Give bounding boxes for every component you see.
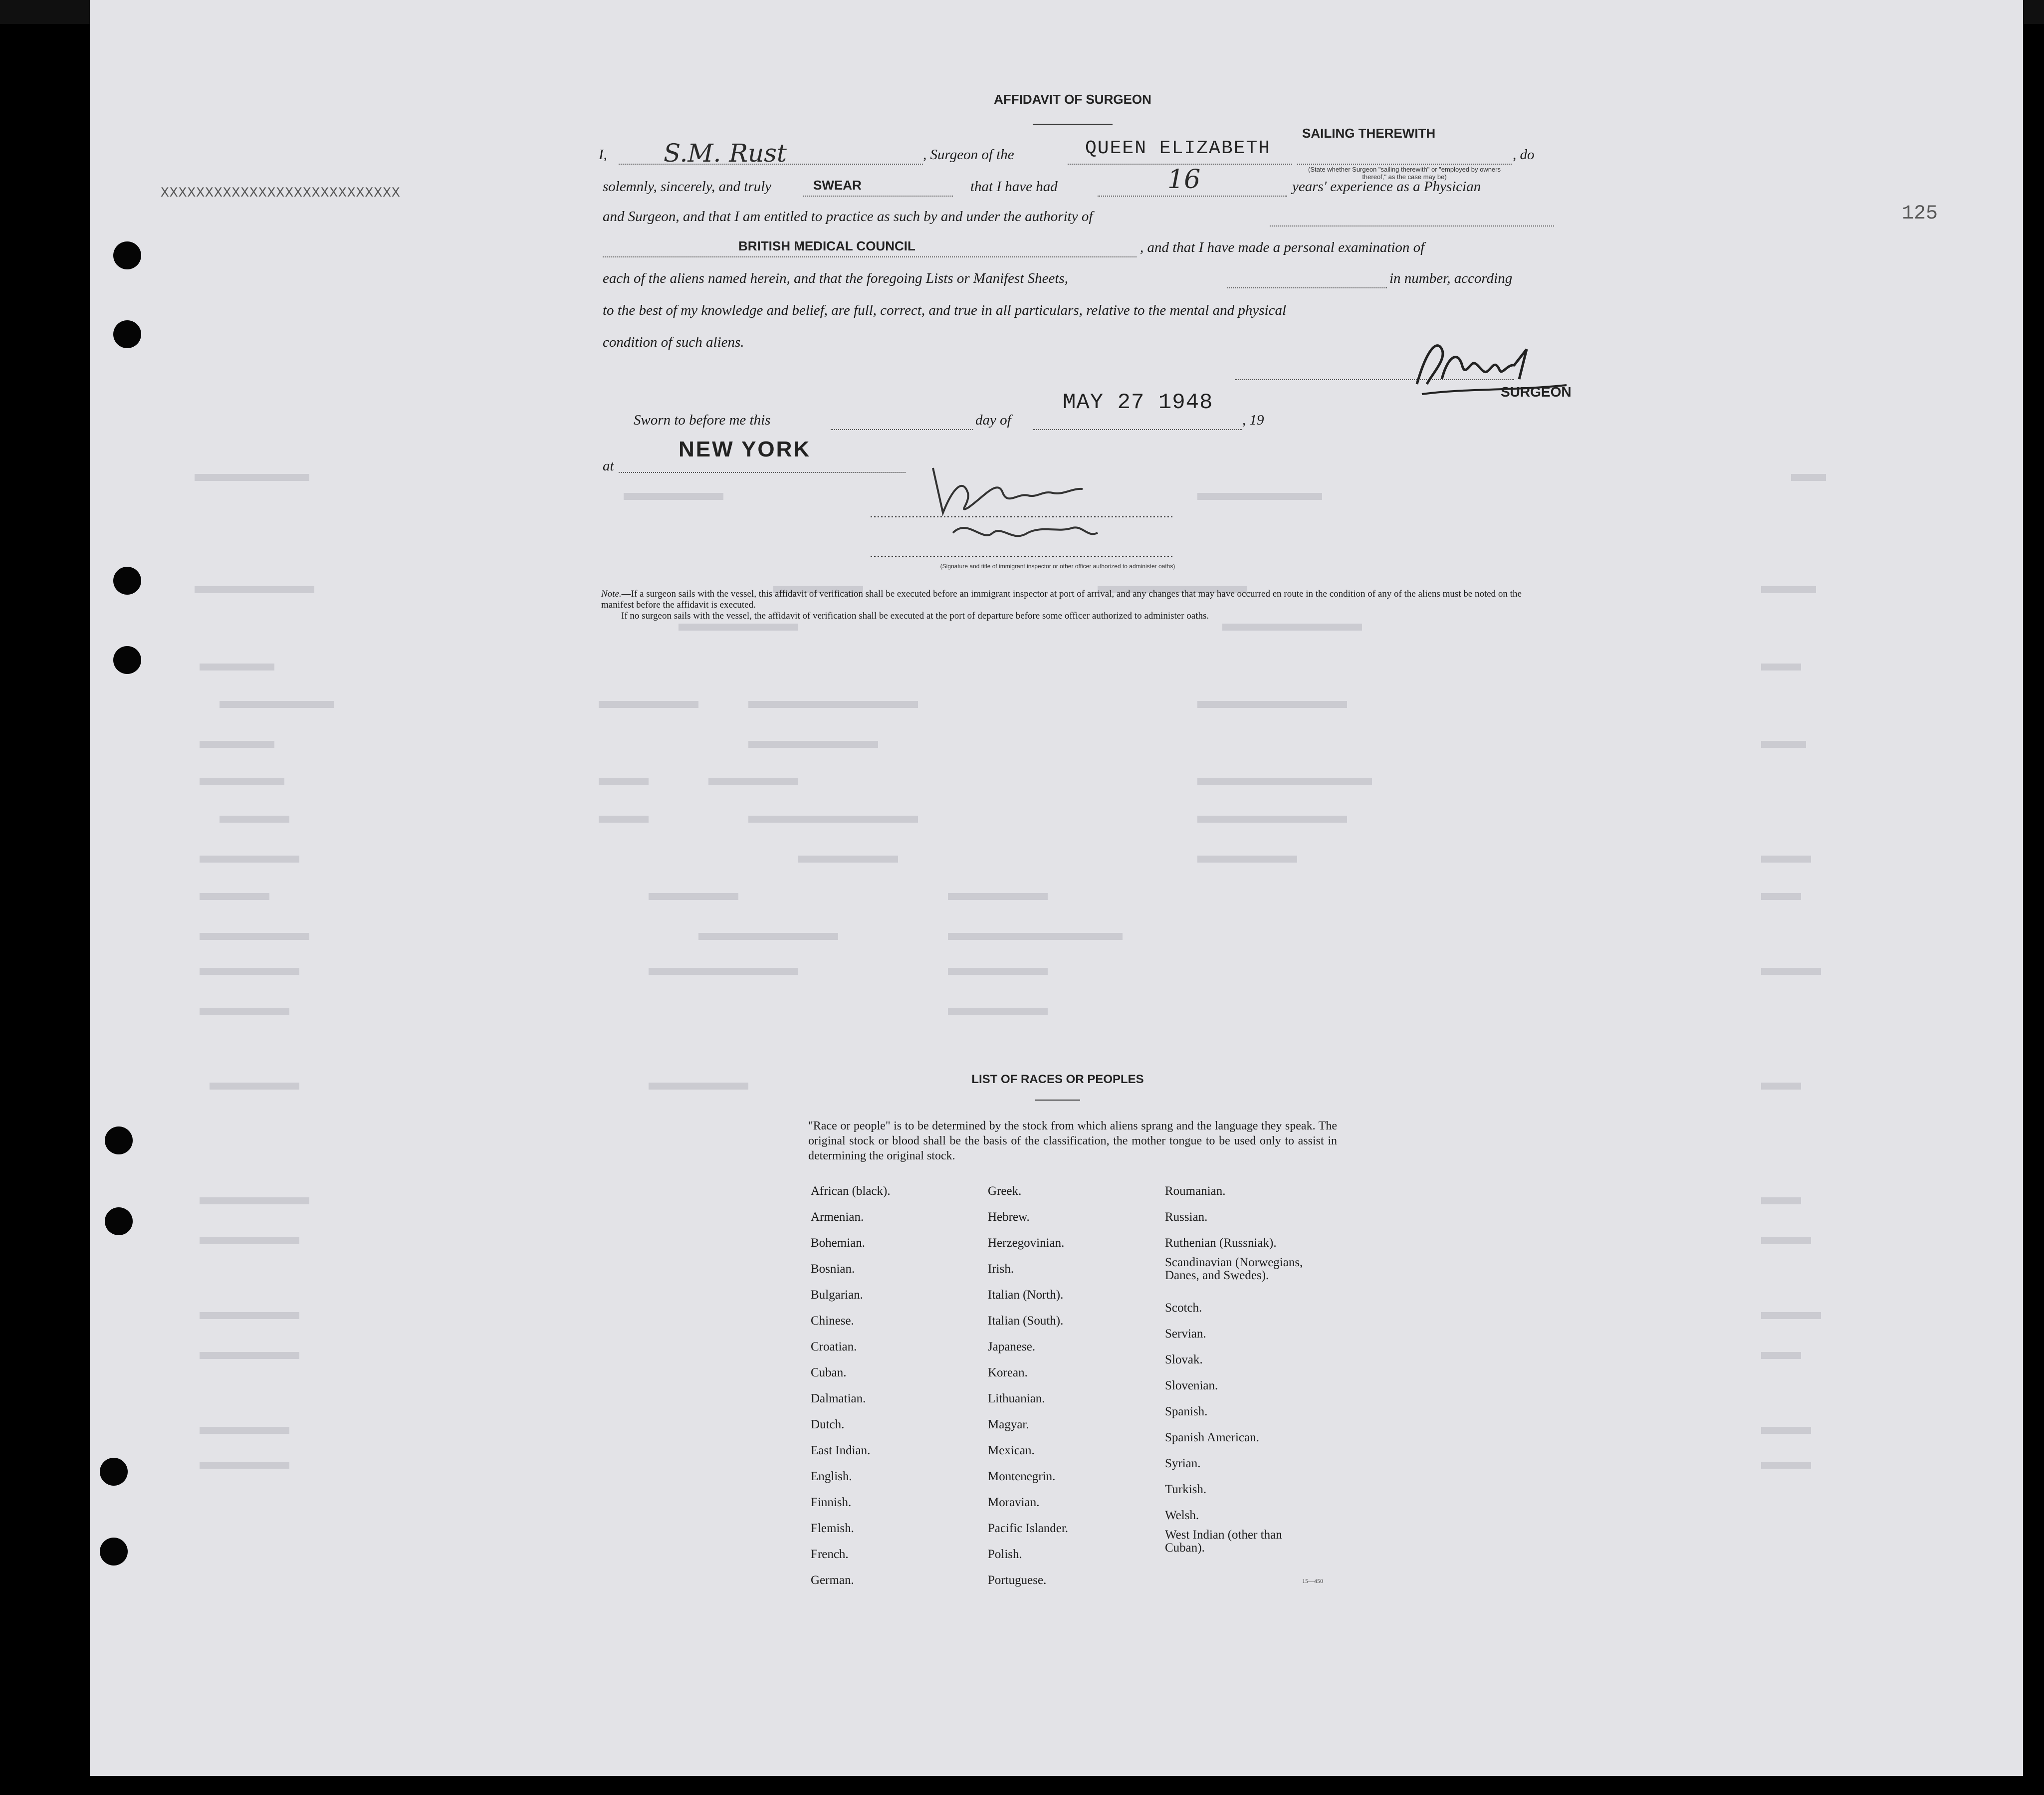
race-item: Irish. [988, 1262, 1014, 1276]
sworn-date-dots [1033, 429, 1242, 430]
race-item: Mexican. [988, 1444, 1035, 1457]
races-title: LIST OF RACES OR PEOPLES [971, 1073, 1144, 1086]
race-item: English. [811, 1470, 852, 1483]
race-item: African (black). [811, 1184, 891, 1198]
race-item: Cuban. [811, 1366, 847, 1379]
race-item: Servian. [1165, 1327, 1206, 1341]
line2-prefix: solemnly, sincerely, and truly [603, 179, 772, 195]
punch-hole [113, 567, 141, 595]
sworn-day-label: day of [975, 412, 1011, 428]
race-item: Pacific Islander. [988, 1522, 1069, 1535]
punch-hole [100, 1458, 128, 1486]
sworn-year-prefix: , 19 [1242, 412, 1264, 428]
race-item: Scotch. [1165, 1301, 1202, 1315]
race-item: Chinese. [811, 1314, 854, 1328]
authority: BRITISH MEDICAL COUNCIL [738, 238, 915, 253]
punch-hole [100, 1538, 128, 1566]
sailing-note: (State whether Surgeon "sailing therewith" or "employed by owners thereof," as the case may be) [1308, 166, 1501, 181]
race-item: Bohemian. [811, 1236, 866, 1250]
race-item: Lithuanian. [988, 1392, 1045, 1405]
race-item: Roumanian. [1165, 1184, 1226, 1198]
x-row: XXXXXXXXXXXXXXXXXXXXXXXXXXX [161, 186, 401, 201]
punch-hole [105, 1207, 133, 1235]
affidavit-note [601, 589, 1552, 622]
race-item: Flemish. [811, 1522, 854, 1535]
line3: and Surgeon, and that I am entitled to practice as such by and under the authority of [603, 209, 1093, 224]
race-item: Ruthenian (Russniak). [1165, 1236, 1277, 1250]
race-item: German. [811, 1573, 854, 1587]
punch-hole [113, 320, 141, 348]
line3-dots [1270, 225, 1554, 226]
line5-start: each of the aliens named herein, and that the foregoing Lists or Manifest Sheets, [603, 270, 1068, 286]
sworn-prefix: Sworn to before me this [634, 412, 771, 428]
races-column-3 [1165, 1178, 1303, 1555]
surgeon-label: SURGEON [1501, 384, 1572, 400]
page-number: 125 [1902, 203, 1938, 225]
line1-prefix: I, [599, 147, 607, 163]
race-item: Croatian. [811, 1340, 857, 1353]
race-item: Japanese. [988, 1340, 1036, 1353]
race-item: Armenian. [811, 1210, 864, 1224]
race-item: Korean. [988, 1366, 1028, 1379]
race-item: West Indian (other than Cuban). [1165, 1528, 1282, 1555]
race-item: Spanish. [1165, 1405, 1208, 1418]
line2-end: years' experience as a Physician [1292, 179, 1481, 195]
line6: to the best of my knowledge and belief, are full, correct, and true in all particulars, relative to the mental and physical [603, 302, 1287, 318]
race-item: Herzegovinian. [988, 1236, 1065, 1250]
race-item: Finnish. [811, 1496, 852, 1509]
race-item: Scandinavian (Norwegians, Danes, and Swedes). [1165, 1256, 1303, 1282]
sailing-dots [1297, 164, 1512, 165]
line4-end: , and that I have made a personal examination of [1140, 239, 1425, 255]
race-item: Italian (North). [988, 1288, 1064, 1302]
race-item: Greek. [988, 1184, 1022, 1198]
affidavit-title: AFFIDAVIT OF SURGEON [994, 92, 1151, 107]
sworn-day-dots [831, 429, 973, 430]
years-dots [1098, 196, 1287, 197]
line1-mid: , Surgeon of the [923, 147, 1014, 163]
oath-word: SWEAR [813, 178, 862, 193]
race-item: Slovenian. [1165, 1379, 1218, 1392]
title-rule [1033, 124, 1113, 125]
races-title-rule [1035, 1100, 1080, 1101]
race-item: Polish. [988, 1548, 1022, 1561]
inspector-caption: (Signature and title of immigrant inspector or other officer authorized to administer oaths) [940, 563, 1175, 570]
races-column-1 [811, 1178, 891, 1593]
race-item: Bulgarian. [811, 1288, 863, 1302]
sworn-date: MAY 27 1948 [1063, 390, 1213, 415]
note-text-2: If no surgeon sails with the vessel, the affidavit of verification shall be executed at the port of departure before some officer authorized to administer oaths. [621, 611, 1209, 621]
ship-name: QUEEN ELIZABETH [1085, 138, 1271, 159]
race-item: Magyar. [988, 1418, 1029, 1431]
race-item: Italian (South). [988, 1314, 1064, 1328]
line2-mid: that I have had [970, 179, 1058, 195]
race-item: Moravian. [988, 1496, 1040, 1509]
authority-dots [603, 256, 1136, 257]
races-column-2 [988, 1178, 1068, 1593]
race-item: French. [811, 1548, 849, 1561]
inspector-signature [868, 458, 1177, 558]
race-item: Dutch. [811, 1418, 845, 1431]
race-item: Hebrew. [988, 1210, 1030, 1224]
sailing-status: SAILING THEREWITH [1302, 126, 1436, 141]
note-label: Note. [601, 589, 622, 599]
surgeon-name: S.M. Rust [664, 139, 787, 168]
line5-end: in number, according [1389, 270, 1513, 286]
race-item: Slovak. [1165, 1353, 1203, 1366]
note-text-1: —If a surgeon sails with the vessel, this affidavit of verification shall be executed before an immigrant inspector at port of arrival, and any changes that may have occurred en route in the condition of any of the aliens must be noted on the manifest before the affidavit is executed. [601, 589, 1522, 610]
at-label: at [603, 458, 614, 474]
years-value: 16 [1167, 165, 1201, 195]
form-code: 15—450 [1302, 1577, 1323, 1584]
race-item: Dalmatian. [811, 1392, 866, 1405]
oath-dots [803, 196, 953, 197]
race-item: Bosnian. [811, 1262, 855, 1276]
line7: condition of such aliens. [603, 334, 744, 350]
punch-hole [113, 646, 141, 674]
place: NEW YORK [679, 437, 811, 461]
line1-end: , do [1513, 147, 1535, 163]
race-item: Portuguese. [988, 1573, 1047, 1587]
race-item: Montenegrin. [988, 1470, 1056, 1483]
race-item: Syrian. [1165, 1457, 1201, 1470]
race-item: Spanish American. [1165, 1431, 1259, 1444]
place-dots [619, 472, 906, 473]
race-item: Russian. [1165, 1210, 1208, 1224]
race-item: East Indian. [811, 1444, 871, 1457]
sheets-dots [1227, 287, 1387, 288]
punch-hole [113, 241, 141, 269]
race-item: Turkish. [1165, 1483, 1207, 1496]
race-item: Welsh. [1165, 1509, 1199, 1522]
races-intro: "Race or people" is to be determined by the stock from which aliens sprang and the language they speak. The original stock or blood shall be the basis of the classification, the mother tongue to be used only to assist in determining the original stock. [808, 1120, 1337, 1162]
punch-hole [105, 1126, 133, 1154]
